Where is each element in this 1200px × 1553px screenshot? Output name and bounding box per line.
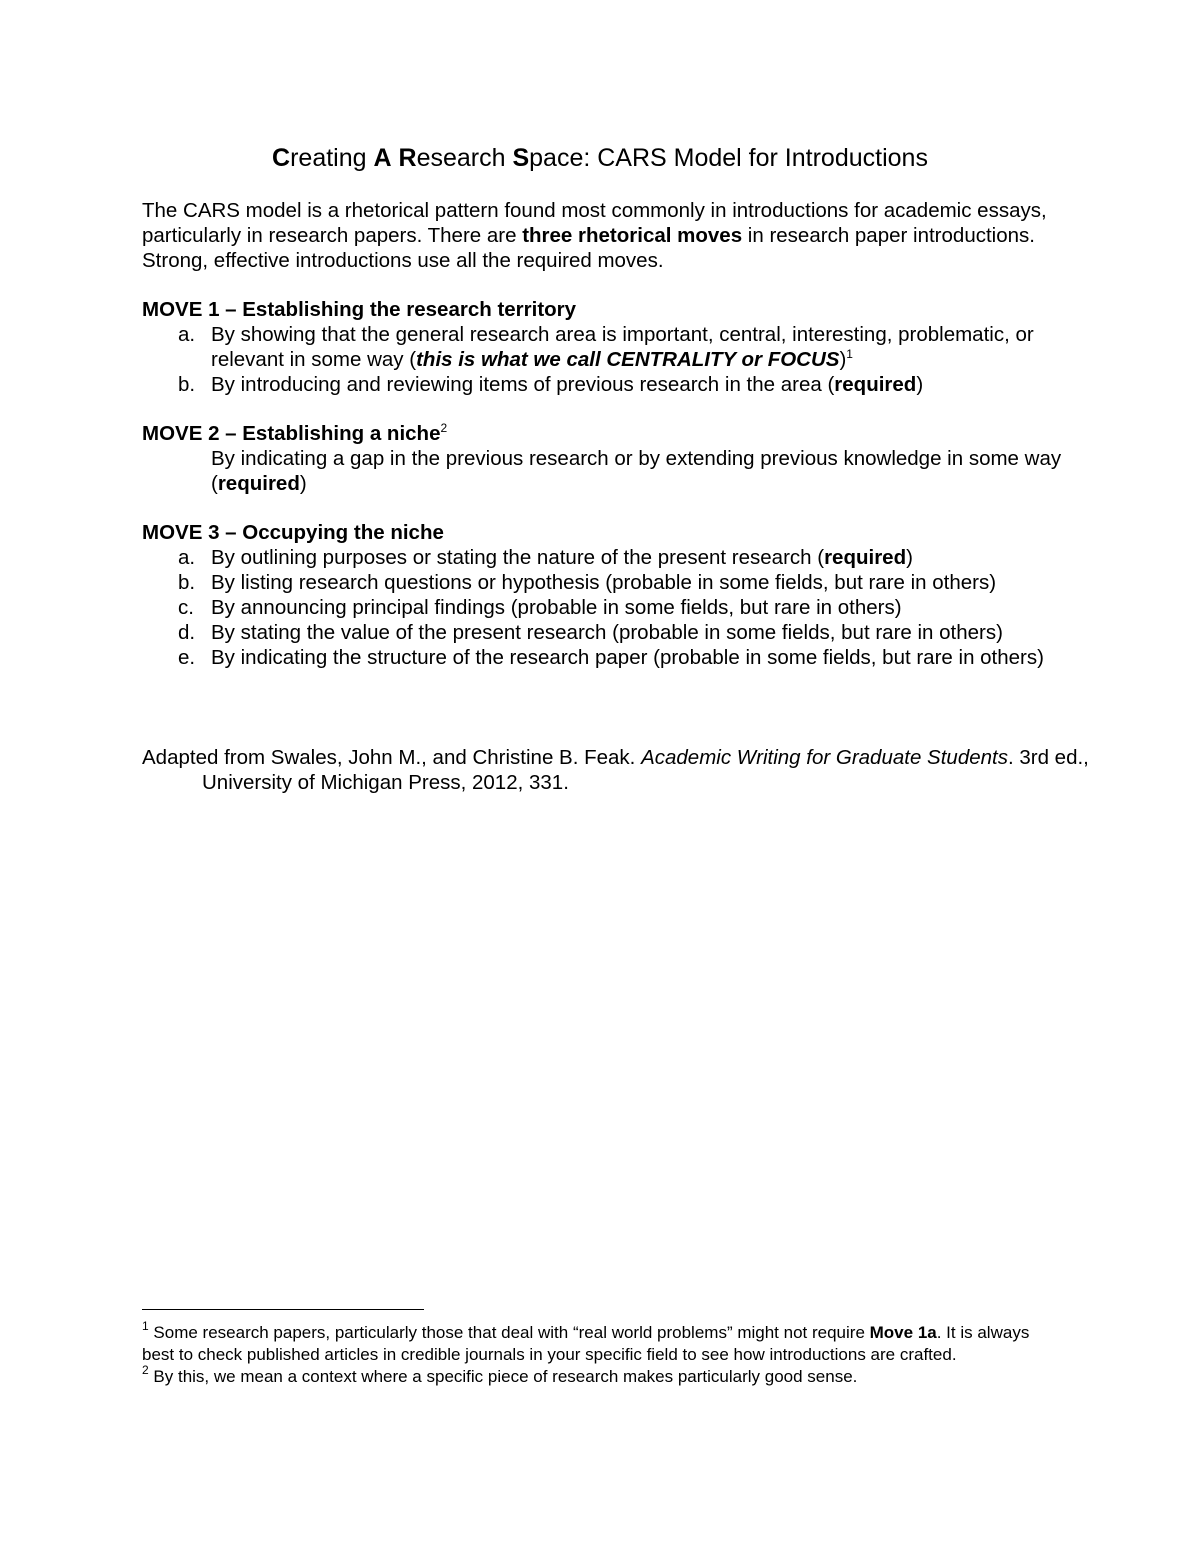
- move-1-heading: MOVE 1 – Establishing the research territory: [142, 298, 577, 321]
- list-item-text: [211, 545, 1082, 570]
- intro-text: The CARS model is a rhetorical pattern found most commonly in introductions for academic essays, particularly in research papers. There are: [142, 199, 1047, 247]
- book-title: Academic Writing for Graduate Students: [641, 746, 1008, 769]
- list-text: By indicating a gap in the previous research or by extending previous knowledge in some way (: [211, 447, 1062, 495]
- move-2-section: [142, 421, 1082, 496]
- footnote-divider: [142, 1309, 424, 1310]
- title-text: esearch: [416, 144, 513, 172]
- list-item-text: [211, 372, 1082, 397]
- list-item: [142, 372, 1082, 397]
- list-marker: a.: [178, 546, 196, 569]
- list-item: [142, 322, 1082, 372]
- footnote-number: 2: [142, 1363, 149, 1377]
- list-item: [142, 595, 1082, 620]
- list-marker: a.: [178, 323, 196, 346]
- page-title: [0, 142, 1200, 174]
- citation-text: Adapted from Swales, John M., and Christine B. Feak.: [142, 746, 642, 769]
- footnote-ref-1: 1: [846, 347, 853, 361]
- required-label: required: [834, 373, 917, 396]
- list-item-text: [211, 322, 1082, 372]
- citation-text: . 3rd ed., University of Michigan Press, 2012, 331.: [202, 746, 1089, 794]
- list-item: [142, 545, 1082, 570]
- intro-text: in research paper introductions. Strong, effective introductions use all the required moves.: [142, 224, 1035, 272]
- list-marker: c.: [178, 596, 194, 619]
- footnote-bold: Move 1a: [869, 1323, 937, 1342]
- list-item-text: By listing research questions or hypothesis (probable in some fields, but rare in others): [211, 571, 997, 594]
- footnote-number: 1: [142, 1319, 149, 1333]
- move-1-section: [142, 297, 1082, 397]
- title-text: pace: CARS Model for Introductions: [529, 144, 928, 172]
- list-text: ): [906, 546, 913, 569]
- list-text: By showing that the general research area is important, central, interesting, problematic, or relevant in some way (: [211, 323, 1034, 371]
- move-2-heading: [142, 421, 1082, 446]
- move-2-heading-text: MOVE 2 – Establishing a niche: [142, 422, 441, 445]
- footnote-text: . It is always best to check published articles in credible journals in your specific field to see how introductions are crafted.: [142, 1323, 1030, 1364]
- list-text: ): [916, 373, 924, 396]
- title-text: reating: [290, 144, 374, 172]
- footnote-ref-2: 2: [440, 421, 448, 435]
- title-initial-s: S: [512, 144, 530, 172]
- title-initial-c: C: [272, 144, 291, 172]
- list-item: [142, 570, 1082, 595]
- list-item-text: By stating the value of the present research (probable in some fields, but rare in others): [211, 621, 1003, 644]
- list-item-text: By announcing principal findings (probable in some fields, but rare in others): [211, 596, 902, 619]
- footnote-1: [142, 1319, 1042, 1366]
- required-label: required: [217, 472, 300, 495]
- intro-bold: three rhetorical moves: [522, 224, 743, 247]
- list-marker: b.: [178, 373, 196, 396]
- title-initial-a: A: [373, 144, 392, 172]
- footnote-text: Some research papers, particularly those that deal with “real world problems” might not require: [148, 1323, 870, 1342]
- list-item-text: By indicating the structure of the research paper (probable in some fields, but rare in others): [211, 646, 1044, 669]
- title-initial-r: R: [398, 144, 417, 172]
- footnote-2: [142, 1363, 1042, 1388]
- centrality-emphasis: this is what we call CENTRALITY or FOCUS: [416, 348, 840, 371]
- move-2-text: [142, 446, 1082, 496]
- move-3-section: [142, 520, 1082, 670]
- intro-paragraph: [142, 198, 1082, 273]
- list-marker: d.: [178, 621, 196, 644]
- citation: [142, 745, 1142, 795]
- list-text: By outlining purposes or stating the nature of the present research (: [211, 546, 825, 569]
- footnotes: [142, 1319, 1042, 1388]
- list-item: [142, 645, 1082, 670]
- list-text: ): [839, 348, 847, 371]
- list-item: [142, 620, 1082, 645]
- list-text: ): [299, 472, 307, 495]
- move-3-heading: MOVE 3 – Occupying the niche: [142, 521, 444, 544]
- list-text: By introducing and reviewing items of previous research in the area (: [211, 373, 835, 396]
- required-label: required: [824, 546, 907, 569]
- list-marker: b.: [178, 571, 196, 594]
- list-marker: e.: [178, 646, 196, 669]
- title-text: [392, 144, 399, 172]
- footnote-text: By this, we mean a context where a specific piece of research makes particularly good sense.: [148, 1367, 858, 1386]
